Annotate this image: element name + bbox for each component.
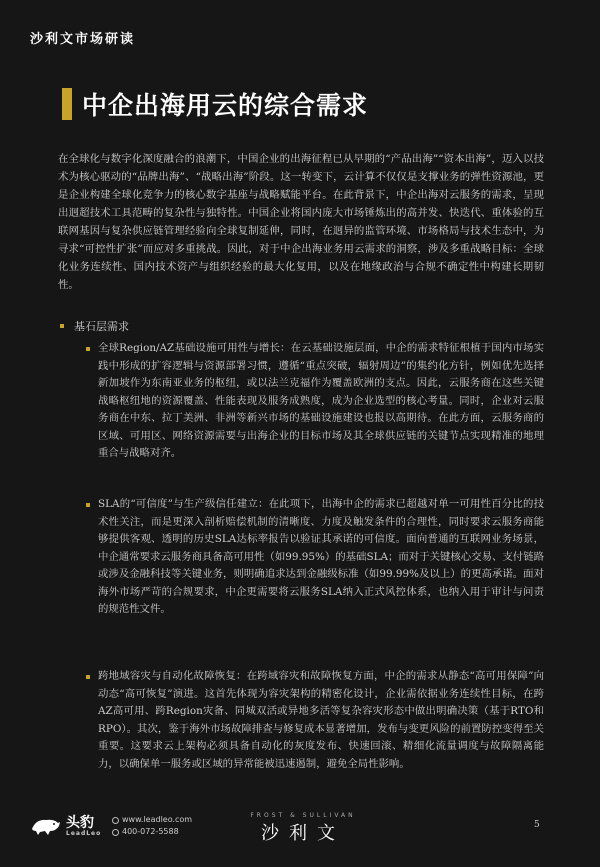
- leopard-icon: [30, 813, 62, 837]
- list-item-text: 跨地域容灾与自动化故障恢复：在跨域容灾和故障恢复方面，中企的需求从静态“高可用保障”向动态“高可恢复”演进。这首先体现为容灾架构的精密化设计，企业需依据业务连续性目标，在跨AZ高可用、跨Region灾备、同城双活或异地多活等复杂容灾形态中做出明确决策（基于RTO和RPO）。其次，鉴于海外市场故障排查与修复成本显著增加，发布与变更风险的前置防控变得至关重要。这要求云上架构必须具备自动化的灰度发布、快速回滚、精细化流量调度与故障隔离能力，以确保单一服务或区域的异常能被迅速遏制，避免全局性影响。: [98, 670, 544, 770]
- list-item: [98, 496, 544, 619]
- list-item: [98, 668, 544, 773]
- website-link[interactable]: www.leadleo.com: [122, 815, 193, 824]
- square-bullet-icon: [60, 324, 64, 328]
- brand-english: FROST & SULLIVAN: [250, 812, 356, 819]
- list-item-text: SLA的“可信度”与生产级信任建立：在此项下，出海中企的需求已超越对单一可用性百分比的技术性关注，而是更深入剖析赔偿机制的清晰度、力度及触发条件的合理性，同时要求云服务商能够提供客观、透明的历史SLA达标率报告以验证其承诺的可信度。面向普通的互联网业务场景，中企通常要求云服务商具备高可用性（如99.95%）的基础SLA；而对于关键核心交易、支付链路或涉及金融科技等关键业务，则明确追求达到金融级标准（如99.99%及以上）的更高承诺。面对海外市场严苛的合规要求，中企更需要将云服务SLA纳入正式风控体系，也纳入用于审计与问责的规范性文件。: [98, 498, 544, 615]
- leadleo-logo: [30, 812, 101, 837]
- section-heading: [62, 86, 368, 122]
- logo-subtext: LeadLeo: [66, 830, 102, 837]
- square-bullet-icon: [86, 347, 90, 351]
- page-number: 5: [534, 820, 540, 830]
- subsection-title: 基石层需求: [74, 320, 129, 333]
- square-bullet-icon: [86, 503, 90, 507]
- globe-icon: [112, 817, 119, 824]
- header-title: 沙利文市场研读: [30, 32, 136, 47]
- square-bullet-icon: [86, 675, 90, 679]
- phone-icon: [112, 829, 119, 836]
- logo-text: 头豹: [66, 815, 94, 831]
- section-accent-bar: [62, 88, 72, 120]
- frost-sullivan-brand: [248, 812, 358, 845]
- subsection-heading: [60, 318, 129, 334]
- brand-chinese: 沙利文: [261, 823, 345, 844]
- contact-info: [112, 814, 192, 838]
- list-item: [98, 340, 544, 463]
- phone-number: 400-072-5588: [122, 827, 179, 836]
- intro-paragraph: 在全球化与数字化深度融合的浪潮下，中国企业的出海征程已从早期的“产品出海”“资本出海”，迈入以技术为核心驱动的“品牌出海”、“战略出海”阶段。这一转变下，云计算不仅仅是支撑业务的弹性资源池，更是企业构建全球化竞争力的核心数字基座与战略赋能平台。在此背景下，中企出海对云服务的需求，呈现出迥超技术工具范畴的复杂性与独特性。中国企业将国内庞大市场锤炼出的高并发、快迭代、重体验的互联网基因与复杂供应链管理经验向全球复制延伸，同时，在迥异的监管环境、市场格局与技术生态中，为寻求“可控性扩张”而应对多重挑战。因此，对于中企出海业务用云需求的洞察，涉及多重战略目标：全球化业务连续性、国内技术资产与组织经验的最大化复用，以及在地缘政治与合规不确定性中构建长期韧性。: [58, 153, 544, 291]
- section-title: 中企出海用云的综合需求: [82, 91, 369, 120]
- list-item-text: 全球Region/AZ基础设施可用性与增长：在云基础设施层面，中企的需求特征根植于国内市场实践中形成的扩容逻辑与资源部署习惯，遵循“重点突破，辐射周边”的集约化方针，例如优先选择新加坡作为东南亚业务的枢纽，或以法兰克福作为覆盖欧洲的支点。因此，云服务商在这些关键战略枢纽地的资源覆盖、性能表现及服务成熟度，成为企业选型的核心考量。同时，企业对云服务商在中东、拉丁美洲、非洲等新兴市场的基础设施建设也报以高期待。在此方面，云服务商的区域、可用区、网络资源需要与出海企业的目标市场及其全球供应链的关键节点实现精准的地理重合与战略对齐。: [98, 342, 544, 459]
